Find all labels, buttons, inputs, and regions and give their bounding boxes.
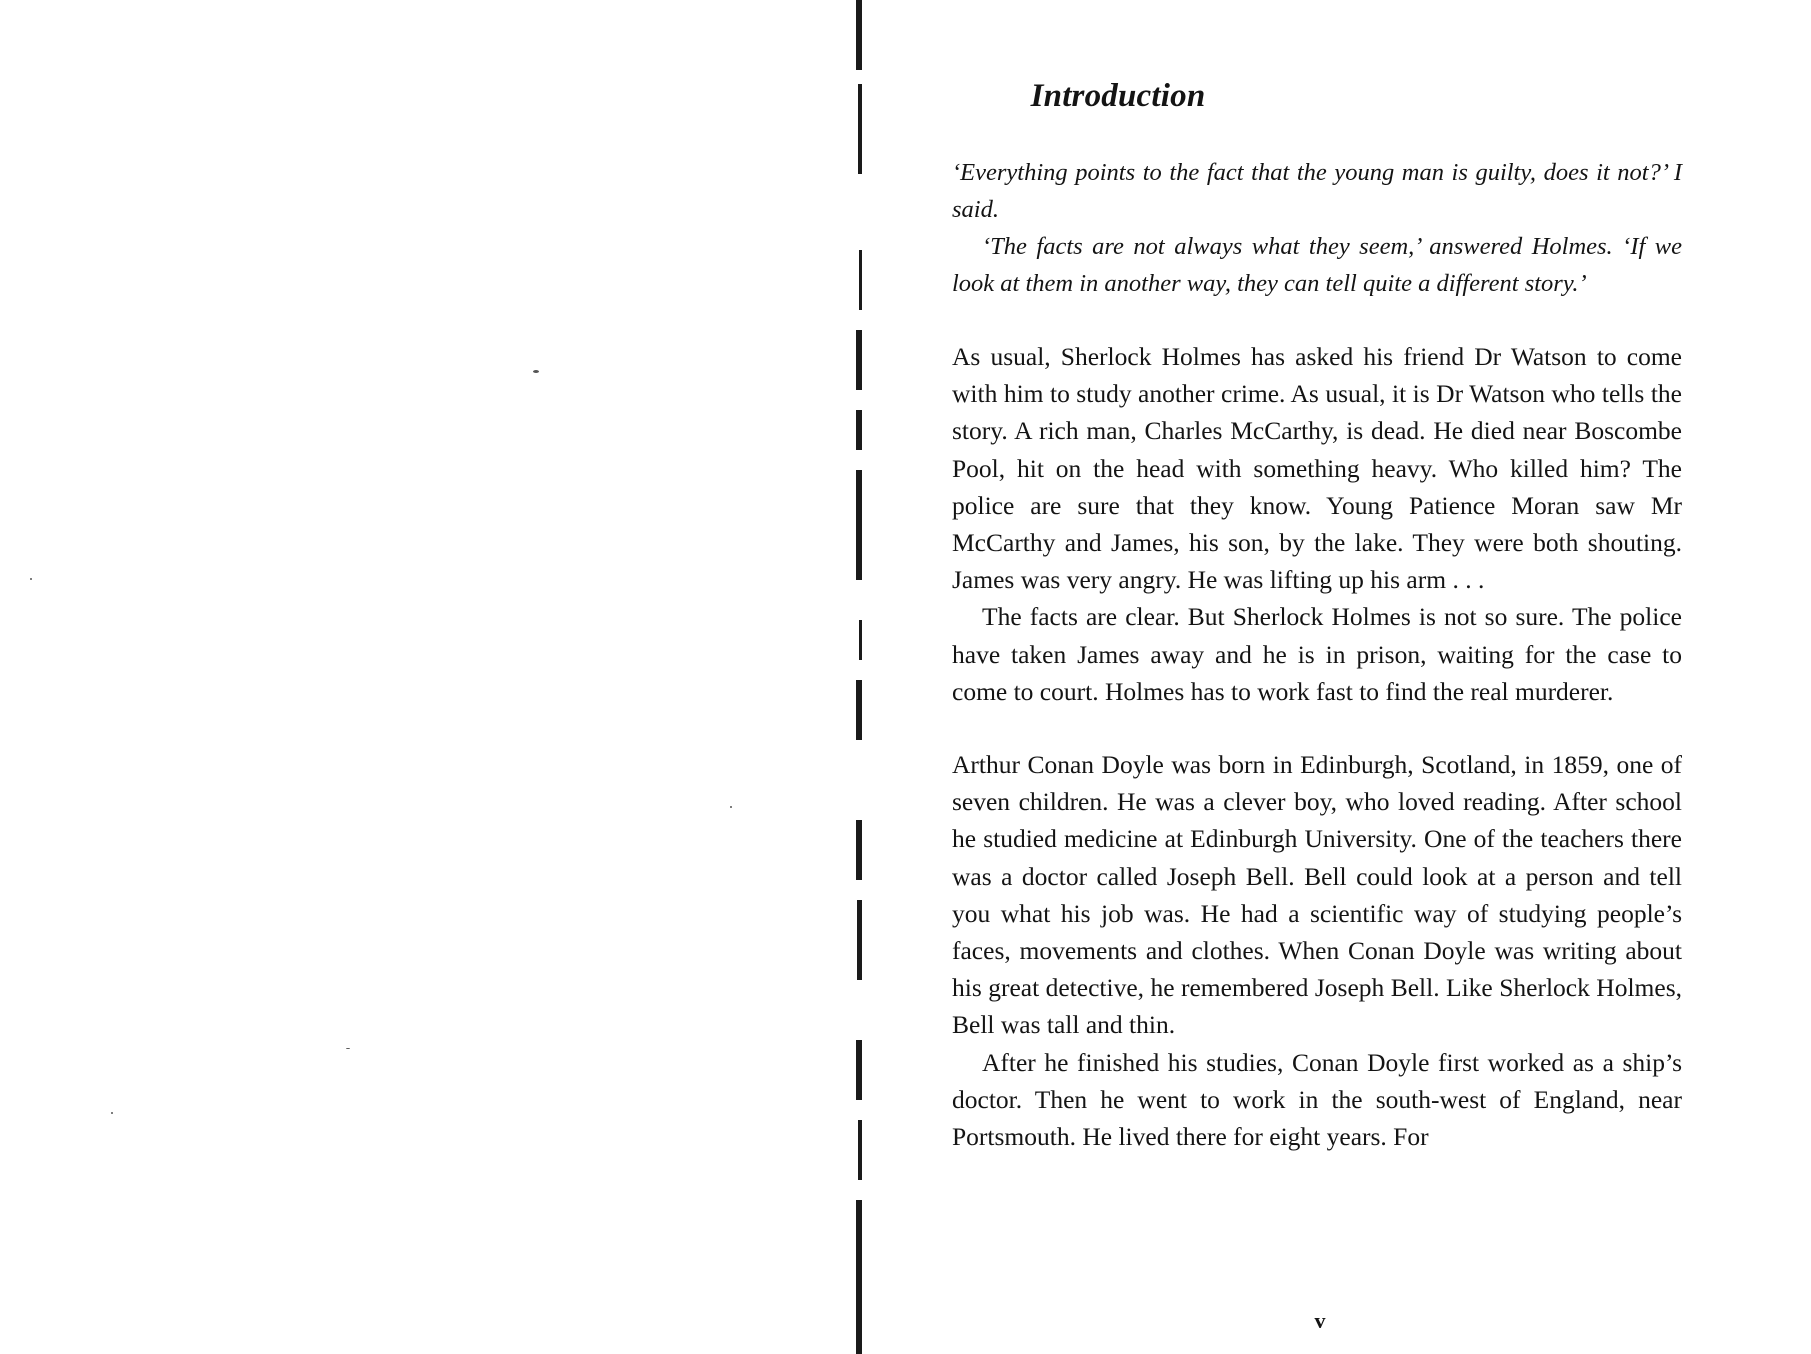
paper-speck	[346, 1048, 350, 1049]
section-break	[952, 710, 1682, 746]
page-number: v	[1314, 1308, 1326, 1333]
epigraph-quote-1: ‘Everything points to the fact that the young man is guilty, does it not?’ I said.	[952, 159, 1682, 223]
chapter-title	[0, 78, 1811, 115]
paragraph-author-bio: Arthur Conan Doyle was born in Edinburgh, Scotland, in 1859, one of seven children. He was a clever boy, who loved reading. After school he studied medicine at Edinburgh University. One of the teachers there was a doctor called Joseph Bell. Bell could look at a person and tell you what his job was. He had a scientific way of studying people’s faces, movements and clothes. When Conan Doyle was writing about his great detective, he remembered Joseph Bell. Like Sherlock Holmes, Bell was tall and thin.	[952, 750, 1682, 1040]
left-blank-page	[0, 0, 858, 1354]
epigraph	[952, 154, 1682, 302]
paragraph-story-summary: As usual, Sherlock Holmes has asked his friend Dr Watson to come with him to study another crime. As usual, it is Dr Watson who tells the story. A rich man, Charles McCarthy, is dead. He died near Boscombe Pool, hit on the head with something heavy. Who killed him? The police are sure that they know. Young Patience Moran saw Mr McCarthy and James, his son, by the lake. They were both shouting. James was very angry. He was lifting up his arm . . .	[952, 342, 1682, 595]
paper-speck	[30, 578, 32, 580]
paragraph-career: After he finished his studies, Conan Doyle first worked as a ship’s doctor. Then he went to work in the south-west of England, near Portsmouth. He lived there for eight years. For	[952, 1047, 1682, 1152]
paper-speck	[730, 806, 732, 808]
chapter-title-text: Introduction	[1030, 78, 1206, 114]
body-text	[952, 338, 1682, 1155]
paragraph-facts: The facts are clear. But Sherlock Holmes is not so sure. The police have taken James away and he is in prison, waiting for the case to come to court. Holmes has to work fast to find the real murderer.	[952, 602, 1682, 706]
paper-speck	[533, 370, 539, 373]
paper-speck	[111, 1112, 113, 1114]
epigraph-quote-2: ‘The facts are not always what they seem,’ answered Holmes. ‘If we look at them in another way, they can tell quite a different story.’	[952, 233, 1682, 297]
